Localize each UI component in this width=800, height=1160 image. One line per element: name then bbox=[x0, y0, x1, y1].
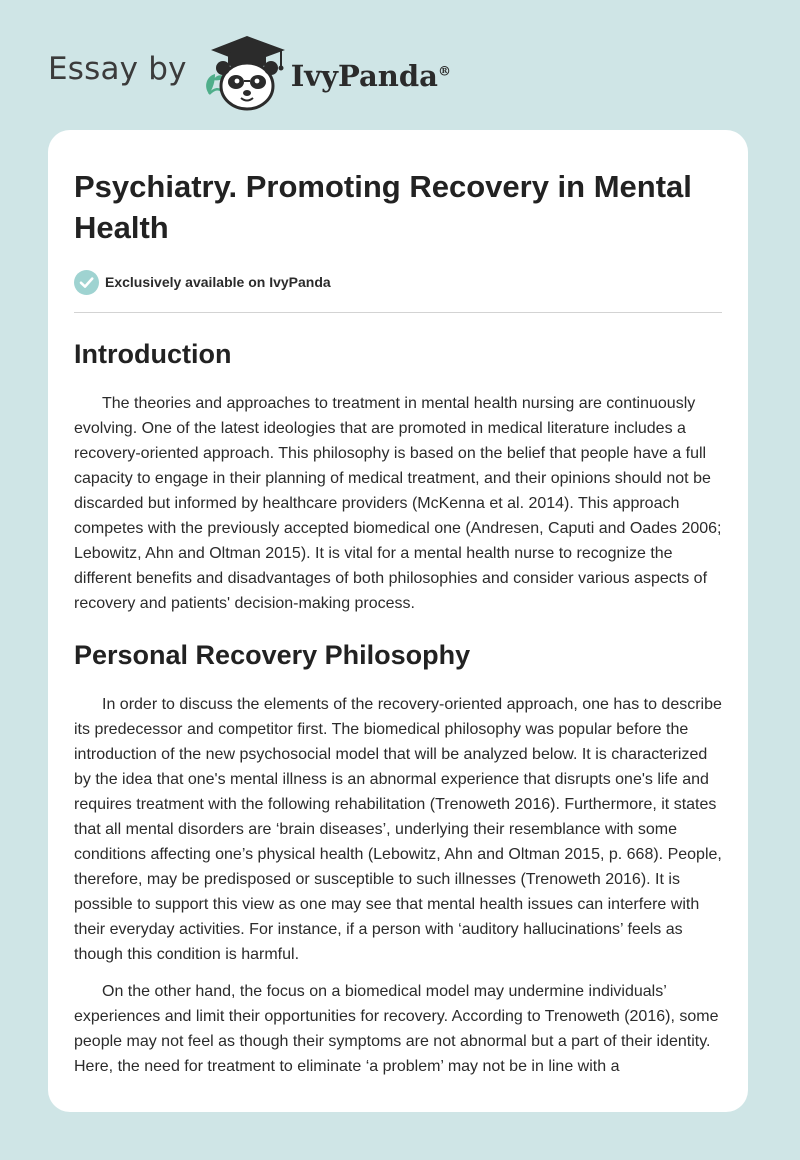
check-circle-icon bbox=[74, 270, 99, 295]
paragraph: On the other hand, the focus on a biomedical model may undermine individuals’ experiences and limit their opportunities for recovery. According to Trenoweth (2016), some people may not feel as though their symptoms are not abnormal but a part of their identity. Here, the need for treatment to eliminate ‘a problem’ may not be in line with a bbox=[74, 983, 719, 1075]
exclusive-badge bbox=[74, 269, 722, 295]
brand-prefix: Essay by bbox=[48, 51, 187, 87]
brand-name: IvyPanda® bbox=[290, 59, 451, 93]
section-heading: Introduction bbox=[74, 339, 232, 369]
section-introduction bbox=[74, 337, 722, 616]
brand-registered-mark: ® bbox=[437, 64, 451, 80]
essay-card bbox=[48, 130, 748, 1112]
title-divider bbox=[74, 312, 722, 313]
panda-graduate-logo-icon bbox=[201, 30, 289, 114]
paragraph: The theories and approaches to treatment in mental health nursing are continuously evolving. One of the latest ideologies that are promoted in medical literature includes a recovery-oriented approach. This philosophy is based on the belief that people have a full capacity to engage in their planning of medical treatment, and their opinions should not be discarded but informed by healthcare providers (McKenna et al. 2014). This approach competes with the previously accepted biomedical one (Andresen, Caputi and Oades 2006; Lebowitz, Ahn and Oltman 2015). It is vital for a mental health nurse to recognize the different benefits and disadvantages of both philosophies and consider various aspects of recovery and patients' decision-making process. bbox=[74, 395, 722, 612]
paragraph: In order to discuss the elements of the recovery-oriented approach, one has to describe its predecessor and competitor first. The biomedical philosophy was popular before the introduction of the new psychosocial model that will be analyzed below. It is characterized by the idea that one's mental illness is an abnormal experience that disrupts one's life and requires treatment with the following rehabilitation (Trenoweth 2016). Furthermore, it states that all mental disorders are ‘brain diseases’, underlying their resemblance with some conditions affecting one’s physical health (Lebowitz, Ahn and Oltman 2015, p. 668). People, therefore, may be predisposed or susceptible to such illnesses (Trenoweth 2016). It is possible to support this view as one may see that mental health issues can interfere with their everyday activities. For instance, if a person with ‘auditory hallucinations’ feels as though this condition is harmful. bbox=[74, 696, 722, 963]
exclusive-badge-text: Exclusively available on IvyPanda bbox=[105, 274, 331, 290]
section-personal-recovery-philosophy bbox=[74, 638, 722, 1079]
site-brand[interactable] bbox=[48, 30, 451, 114]
essay-title: Psychiatry. Promoting Recovery in Mental Health bbox=[74, 169, 692, 245]
section-heading: Personal Recovery Philosophy bbox=[74, 640, 471, 670]
